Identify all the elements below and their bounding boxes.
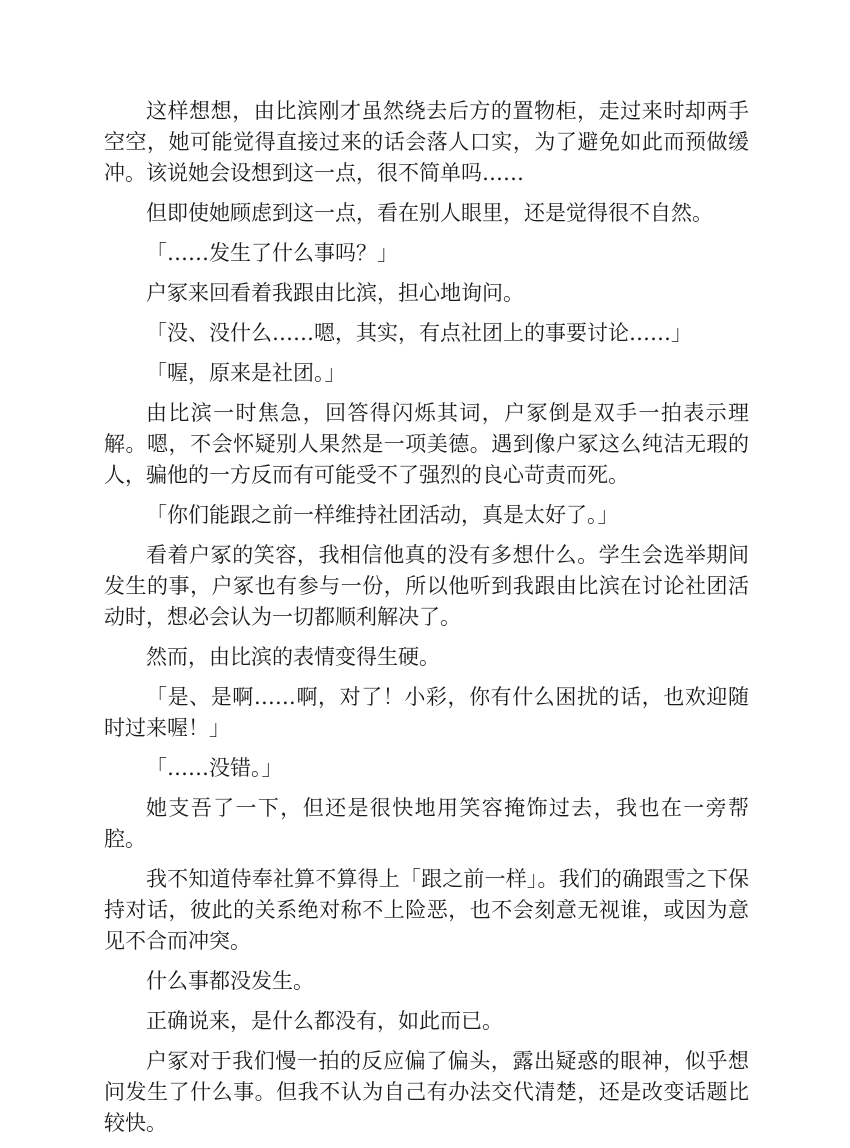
paragraph: 什么事都没发生。 xyxy=(146,969,314,993)
paragraph: 「……发生了什么事吗？」 xyxy=(146,241,398,265)
paragraph: 「没、没什么……嗯，其实，有点社团上的事要讨论……」 xyxy=(146,321,692,345)
paragraph: 「……没错。」 xyxy=(146,756,283,780)
paragraph: 户冢对于我们慢一拍的反应偏了偏头，露出疑惑的眼神，似乎想问发生了什么事。但我不认为自己有办法交代清楚，还是改变话题比较快。 xyxy=(104,1049,749,1135)
paragraph: 正确说来，是什么都没有，如此而已。 xyxy=(146,1009,503,1033)
paragraph: 这样想想，由比滨刚才虽然绕去后方的置物柜，走过来时却两手空空，她可能觉得直接过来的话会落人口实，为了避免如此而预做缓冲。该说她会设想到这一点，很不简单吗…… xyxy=(104,99,749,185)
document-page xyxy=(104,96,749,1148)
paragraph: 「喔，原来是社团。」 xyxy=(146,361,346,385)
paragraph: 由比滨一时焦急，回答得闪烁其词，户冢倒是双手一拍表示理解。嗯，不会怀疑别人果然是一项美德。遇到像户冢这么纯洁无瑕的人，骗他的一方反而有可能受不了强烈的良心苛责而死。 xyxy=(104,401,749,487)
paragraph: 户冢来回看着我跟由比滨，担心地询问。 xyxy=(146,281,524,305)
paragraph: 但即使她顾虑到这一点，看在别人眼里，还是觉得很不自然。 xyxy=(146,201,713,225)
paragraph: 她支吾了一下，但还是很快地用笑容掩饰过去，我也在一旁帮腔。 xyxy=(104,796,749,851)
paragraph: 然而，由比滨的表情变得生硬。 xyxy=(146,645,440,669)
paragraph: 我不知道侍奉社算不算得上「跟之前一样」。我们的确跟雪之下保持对话，彼此的关系绝对称不上险恶，也不会刻意无视谁，或因为意见不合而冲突。 xyxy=(104,867,749,953)
paragraph: 「是、是啊……啊，对了！小彩，你有什么困扰的话，也欢迎随时过来喔！」 xyxy=(104,685,749,740)
paragraph: 「你们能跟之前一样维持社团活动，真是太好了。」 xyxy=(146,503,619,527)
paragraph: 看着户冢的笑容，我相信他真的没有多想什么。学生会选举期间发生的事，户冢也有参与一份，所以他听到我跟由比滨在讨论社团活动时，想必会认为一切都顺利解决了。 xyxy=(104,543,749,629)
